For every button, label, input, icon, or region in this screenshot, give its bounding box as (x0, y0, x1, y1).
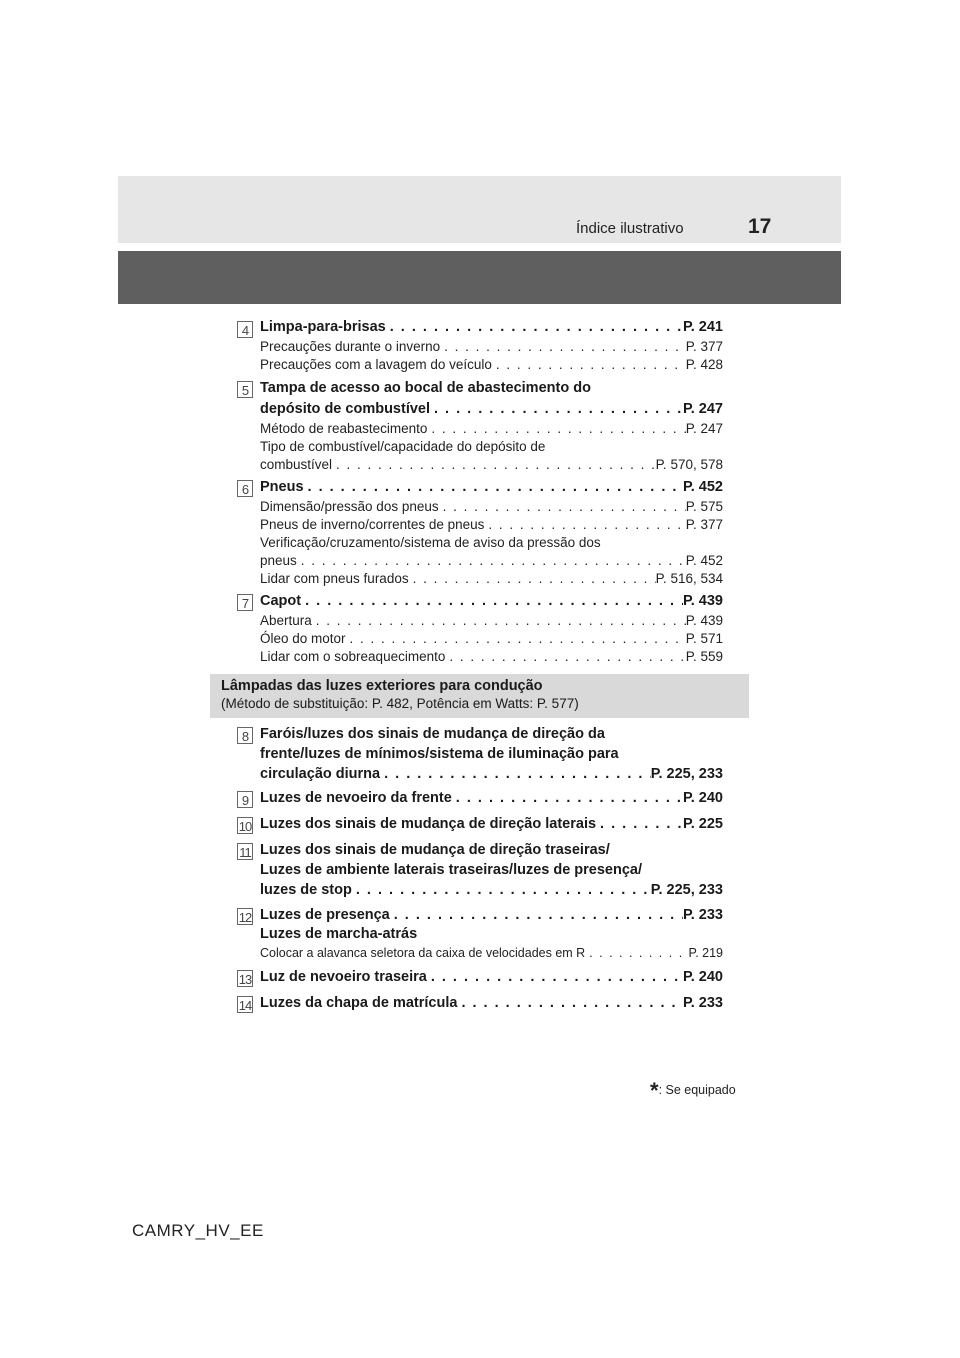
index-subentry[interactable]: Método de reabastecimento . . . P. 247 (260, 420, 723, 438)
footnote-text: : Se equipado (658, 1083, 736, 1097)
index-subentry[interactable]: pneus . . . P. 452 (260, 552, 723, 570)
index-entry[interactable]: Capot . . . P. 439 (260, 592, 723, 610)
page-ref: P. 225, 233 (650, 766, 723, 782)
item-number: 14 (238, 998, 252, 1013)
index-entry-heading: frente/luzes de mínimos/sistema de iluminação para (260, 746, 619, 762)
header-bar (118, 176, 841, 243)
item-number: 8 (237, 727, 253, 744)
index-entry-heading: Luzes dos sinais de mudança de direção traseiras/ (260, 842, 610, 858)
page-ref: P. 225 (682, 816, 723, 832)
index-entry[interactable]: Luzes dos sinais de mudança de direção laterais . . . P. 225 (260, 815, 723, 833)
item-number: 9 (237, 791, 253, 808)
index-entry[interactable]: depósito de combustível . . . P. 247 (260, 400, 723, 418)
index-subentry[interactable]: Lidar com o sobreaquecimento . . . P. 559 (260, 648, 723, 666)
index-subentry[interactable]: Pneus de inverno/correntes de pneus . . . P. 377 (260, 516, 723, 534)
index-entry[interactable]: Luzes de presença . . . P. 233 (260, 906, 723, 924)
page-ref: P. 225, 233 (650, 882, 723, 898)
item-number: 10 (238, 819, 252, 834)
item-number: 5 (237, 381, 253, 398)
index-entry[interactable]: Luzes da chapa de matrícula . . . P. 233 (260, 994, 723, 1012)
index-entry[interactable]: Limpa-para-brisas . . . P. 241 (260, 318, 723, 336)
index-subentry-heading: Verificação/cruzamento/sistema de aviso da pressão dos (260, 535, 601, 550)
item-number: 13 (238, 972, 252, 987)
index-entry-heading: Luzes de marcha-atrás (260, 926, 418, 942)
index-subentry[interactable]: Abertura . . . P. 439 (260, 612, 723, 630)
index-entry[interactable]: Luz de nevoeiro traseira . . . P. 240 (260, 968, 723, 986)
index-entry-heading: Faróis/luzes dos sinais de mudança de direção da (260, 726, 605, 742)
item-number: 4 (237, 321, 253, 338)
index-entry-heading: Luzes de ambiente laterais traseiras/luzes de presença/ (260, 862, 643, 878)
section-subtitle: (Método de substituição: P. 482, Potência em Watts: P. 577) (221, 696, 579, 711)
page-ref: P. 452 (682, 479, 723, 495)
page-number: 17 (748, 215, 772, 238)
item-number: 7 (237, 594, 253, 611)
index-subentry[interactable]: combustível . . . P. 570, 578 (260, 456, 723, 474)
page-ref: P. 240 (682, 969, 723, 985)
page-ref: P. 241 (682, 319, 723, 335)
section-title: Lâmpadas das luzes exteriores para condução (221, 678, 543, 694)
asterisk-icon: * (650, 1078, 659, 1103)
item-number: 6 (237, 480, 253, 497)
index-entry[interactable]: luzes de stop . . . P. 225, 233 (260, 881, 723, 899)
index-entry[interactable]: Luzes de nevoeiro da frente . . . P. 240 (260, 789, 723, 807)
page-ref: P. 439 (682, 593, 723, 609)
page-ref: P. 233 (682, 995, 723, 1011)
item-number: 12 (238, 910, 252, 925)
index-subentry[interactable]: Óleo do motor . . . P. 571 (260, 630, 723, 648)
header-title: Índice ilustrativo (576, 220, 684, 237)
page-ref: P. 233 (682, 907, 723, 923)
page-ref: P. 247 (682, 401, 723, 417)
index-entry-heading: Tampa de acesso ao bocal de abastecimento do (260, 380, 591, 396)
index-subentry[interactable]: Precauções com a lavagem do veículo . . . P. 428 (260, 356, 723, 374)
index-entry[interactable]: Pneus . . . P. 452 (260, 478, 723, 496)
page-ref: P. 240 (682, 790, 723, 806)
index-entry[interactable]: circulação diurna . . . P. 225, 233 (260, 765, 723, 783)
index-subentry-heading: Tipo de combustível/capacidade do depósito de (260, 439, 546, 454)
index-subentry[interactable]: Lidar com pneus furados . . . P. 516, 534 (260, 570, 723, 588)
document-code: CAMRY_HV_EE (132, 1221, 264, 1240)
footnote (650, 1078, 736, 1104)
index-subentry[interactable]: Dimensão/pressão dos pneus . . . P. 575 (260, 498, 723, 516)
index-subentry[interactable]: Colocar a alavanca seletora da caixa de velocidades em R . . . P. 219 (260, 944, 723, 962)
index-subentry[interactable]: Precauções durante o inverno . . . P. 377 (260, 338, 723, 356)
header-band (118, 251, 841, 304)
item-number: 11 (237, 843, 253, 860)
